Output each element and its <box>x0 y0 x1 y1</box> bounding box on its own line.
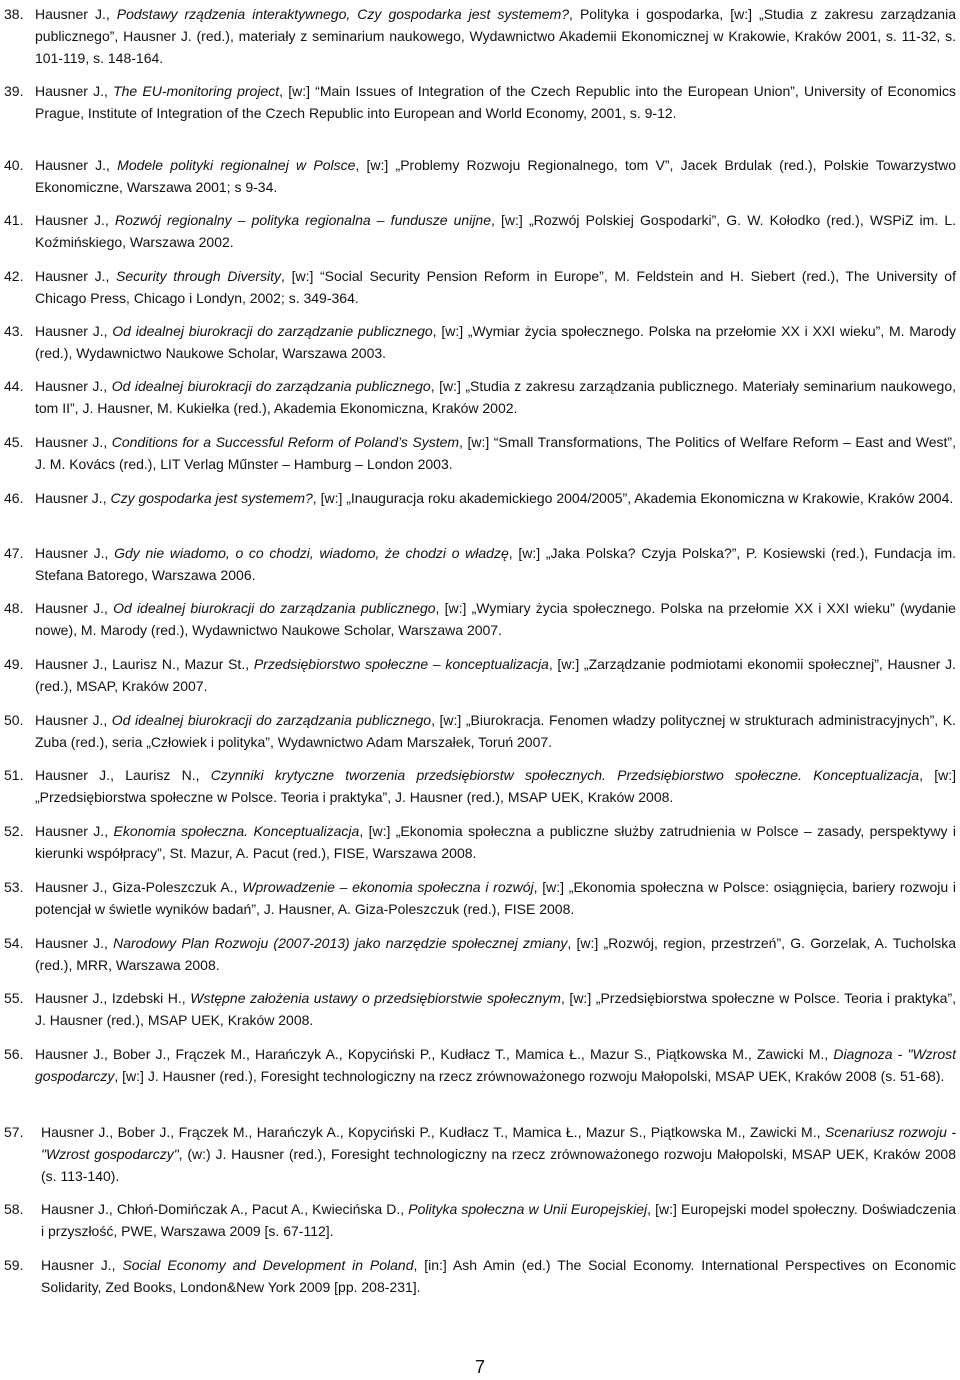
entry-segment: Hausner J., <box>35 83 114 99</box>
entry-segment: , (w:) J. Hausner (red.), Foresight technologiczny na rzecz zrównoważonego rozwoju Małopolski, MSAP UEK, Kraków 2008 (s. 113-140). <box>41 1146 956 1184</box>
entry-segment: Hausner J., Bober J., Frączek M., Harańczyk A., Kopyciński P., Kudłacz T., Mamica Ł., Mazur S., Piątkowska M., Zawicki M., <box>35 1046 834 1062</box>
entry-segment: Hausner J., <box>35 378 112 394</box>
entry-text <box>35 709 956 753</box>
entry-segment: , Polityka i gospodarka, [w:] „Studia z zakresu zarządzania publicznego”, Hausner J. (red.), materiały z seminarium naukowego, Wydawnictwo Akademii Ekonomicznej w Krakowie, Kraków 2001, s. 11-32, s. 101-119, s. 148-164. <box>35 6 956 66</box>
entry-title: Scenariusz rozwoju - "Wzrost gospodarczy" <box>41 1124 957 1162</box>
entry-text <box>35 653 956 697</box>
entry-segment: Hausner J., <box>35 157 118 173</box>
entry-number: 57. <box>4 1124 24 1140</box>
entry-segment: Hausner J., <box>41 1257 123 1273</box>
entry-text <box>35 265 956 309</box>
entry-number: 41. <box>4 212 24 228</box>
entry-segment: Hausner J., <box>35 712 112 728</box>
entry-segment: Hausner J., <box>35 268 116 284</box>
entry-segment: , [w:] J. Hausner (red.), Foresight technologiczny na rzecz zrównoważonego rozwoju Małopolski, MSAP UEK, Kraków 2008 (s. 51-68). <box>114 1068 945 1084</box>
entry-title: Czynniki krytyczne tworzenia przedsiębiorstw społecznych. Przedsiębiorstwo społeczne. Konceptualizacja <box>210 767 920 783</box>
entry-text <box>35 487 956 509</box>
entry-text <box>35 80 956 124</box>
entry-title: Rozwój regionalny – polityka regionalna – fundusze unijne <box>114 212 492 228</box>
entry-text <box>35 987 956 1031</box>
entry-segment: , [w:] „Ekonomia społeczna a publiczne służby zatrudnienia w Polsce – zasady, perspektywy i kierunki współpracy”, St. Mazur, A. Pacut (red.), FISE, Warszawa 2008. <box>35 823 956 861</box>
entry-number: 46. <box>4 490 24 506</box>
entry-title: Wstępne założenia ustawy o przedsiębiorstwie społecznym <box>190 990 561 1006</box>
entry-title: Diagnoza - "Wzrost gospodarczy <box>35 1046 956 1084</box>
entry-title: Podstawy rządzenia interaktywnego, Czy gospodarka jest systemem? <box>116 6 570 22</box>
entry-segment: , [w:] „Rozwój, region, przestrzeń”, G. Gorzelak, A. Tucholska (red.), MRR, Warszawa 2008. <box>35 935 956 973</box>
entry-text <box>41 1198 956 1242</box>
entry-segment: , [w:] „Rozwój Polskiej Gospodarki”, G. W. Kołodko (red.), WSPiZ im. L. Koźmińskiego, Warszawa 2002. <box>35 212 957 250</box>
entry-segment: Hausner J., <box>35 323 113 339</box>
entry-number: 49. <box>4 656 24 672</box>
entry-title: Security through Diversity <box>116 268 282 284</box>
entry-text <box>35 876 956 920</box>
entry-title: Od idealnej biurokracji do zarządzania publicznego <box>111 378 431 394</box>
entry-title: Od idealnej biurokracji do zarządzania publicznego <box>111 712 432 728</box>
entry-number: 56. <box>4 1046 24 1062</box>
entry-segment: Hausner J., <box>35 823 114 839</box>
entry-segment: , [w:] „Ekonomia społeczna w Polsce: osiągnięcia, bariery rozwoju i potencjał w świetle wyników badań”, J. Hausner, A. Giza-Poleszczuk (red.), FISE 2008. <box>35 879 956 917</box>
entry-segment: Hausner J., Izdebski H., <box>35 990 191 1006</box>
entry-title: Przedsiębiorstwo społeczne – konceptualizacja <box>253 656 549 672</box>
entry-title: Conditions for a Successful Reform of Poland’s System <box>111 434 460 450</box>
entry-text <box>35 431 956 475</box>
entry-segment: Hausner J., Bober J., Frączek M., Harańczyk A., Kopyciński P., Kudłacz T., Mamica Ł., Mazur S., Piątkowska M., Zawicki M., <box>41 1124 825 1140</box>
entry-title: Social Economy and Development in Poland <box>122 1257 414 1273</box>
entry-segment: , [w:] „Biurokracja. Fenomen władzy politycznej w strukturach administracyjnych”, K. Zuba (red.), seria „Człowiek i polityka”, Wydawnictwo Adam Marszałek, Toruń 2007. <box>35 712 956 750</box>
entry-number: 39. <box>4 83 24 99</box>
entry-title: Wprowadzenie – ekonomia społeczna i rozwój <box>242 879 534 895</box>
entry-segment: Hausner J., Laurisz N., Mazur St., <box>35 656 254 672</box>
entry-segment: , [w:] „Inauguracja roku akademickiego 2004/2005”, Akademia Ekonomiczna w Krakowie, Kraków 2004. <box>312 490 954 506</box>
entry-text <box>35 1043 956 1087</box>
entry-title: Polityka społeczna w Unii Europejskiej <box>408 1201 648 1217</box>
entry-segment: Hausner J., <box>35 600 114 616</box>
entry-segment: Hausner J., <box>35 545 115 561</box>
entry-title: Gdy nie wiadomo, o co chodzi, wiadomo, że chodzi o władzę <box>114 545 509 561</box>
entry-segment: , [w:] “Main Issues of Integration of the Czech Republic into the European Union”, University of Economics Prague, Institute of Integration of the Czech Republic into European and World Economy, 2001, s. 9-12. <box>35 83 956 121</box>
entry-segment: , [w:] Europejski model społeczny. Doświadczenia i przyszłość, PWE, Warszawa 2009 [s. 67-112]. <box>41 1201 957 1239</box>
entry-text <box>35 597 956 641</box>
entry-number: 47. <box>4 545 24 561</box>
entry-segment: , [w:] “Small Transformations, The Politics of Welfare Reform – East and West”, J. M. Kovács (red.), LIT Verlag Műnster – Hamburg – London 2003. <box>35 434 956 472</box>
entry-title: Narodowy Plan Rozwoju (2007-2013) jako narzędzie społecznej zmiany <box>113 935 568 951</box>
entry-segment: , [w:] „Problemy Rozwoju Regionalnego, tom V”, Jacek Brdulak (red.), Polskie Towarzystwo Ekonomiczne, Warszawa 2001; s 9-34. <box>35 157 956 195</box>
entry-segment: Hausner J., Laurisz N., <box>35 767 211 783</box>
entry-segment: Hausner J., <box>35 490 111 506</box>
entry-number: 58. <box>4 1201 24 1217</box>
entry-text <box>35 542 956 586</box>
entry-text <box>35 209 956 253</box>
entry-segment: Hausner J., <box>35 434 112 450</box>
entry-text <box>35 375 956 419</box>
entry-text <box>41 1254 956 1298</box>
entry-text <box>35 320 956 364</box>
entry-text <box>35 154 956 198</box>
entry-title: Czy gospodarka jest systemem? <box>110 490 313 506</box>
entry-title: The EU-monitoring project <box>113 83 280 99</box>
entry-number: 59. <box>4 1257 24 1273</box>
entry-number: 40. <box>4 157 24 173</box>
entry-text <box>35 932 956 976</box>
entry-segment: , [in:] Ash Amin (ed.) The Social Economy. International Perspectives on Economic Solidarity, Zed Books, London&New York 2009 [pp. 208-231]. <box>41 1257 956 1295</box>
entry-segment: , [w:] “Social Security Pension Reform in Europe”, M. Feldstein and H. Siebert (red.), The University of Chicago Press, Chicago i Londyn, 2002; s. 349-364. <box>35 268 956 306</box>
entry-number: 54. <box>4 935 24 951</box>
entry-number: 55. <box>4 990 24 1006</box>
entry-segment: , [w:] „Wymiar życia społecznego. Polska na przełomie XX i XXI wieku”, M. Marody (red.), Wydawnictwo Naukowe Scholar, Warszawa 2003. <box>35 323 956 361</box>
entry-number: 45. <box>4 434 24 450</box>
entry-number: 43. <box>4 323 24 339</box>
entry-title: Od idealnej biurokracji do zarządzania publicznego <box>113 600 436 616</box>
entry-text <box>35 3 956 69</box>
entry-segment: , [w:] „Jaka Polska? Czyja Polska?”, P. Kosiewski (red.), Fundacja im. Stefana Batorego, Warszawa 2006. <box>35 545 957 583</box>
entry-segment: Hausner J., Giza-Poleszczuk A., <box>35 879 243 895</box>
entry-title: Modele polityki regionalnej w Polsce <box>117 157 356 173</box>
entry-text <box>35 764 956 808</box>
entry-title: Ekonomia społeczna. Konceptualizacja <box>113 823 360 839</box>
entry-number: 42. <box>4 268 24 284</box>
entry-title: Od idealnej biurokracji do zarządzanie publicznego <box>112 323 433 339</box>
entry-segment: Hausner J., <box>35 935 114 951</box>
entry-segment: Hausner J., Chłoń-Domińczak A., Pacut A., Kwiecińska D., <box>41 1201 409 1217</box>
entry-number: 38. <box>4 6 24 22</box>
entry-segment: , [w:] „Zarządzanie podmiotami ekonomii społecznej”, Hausner J. (red.), MSAP, Kraków 2007. <box>35 656 956 694</box>
entry-segment: , [w:] „Przedsiębiorstwa społeczne w Polsce. Teoria i praktyka”, J. Hausner (red.), MSAP UEK, Kraków 2008. <box>35 990 957 1028</box>
entry-number: 51. <box>4 767 24 783</box>
entry-number: 52. <box>4 823 24 839</box>
entry-text <box>35 820 956 864</box>
entry-segment: Hausner J., <box>35 212 115 228</box>
entry-segment: , [w:] „Wymiary życia społecznego. Polska na przełomie XX i XXI wieku” (wydanie nowe), M. Marody (red.), Wydawnictwo Naukowe Scholar, Warszawa 2007. <box>35 600 956 638</box>
entry-segment: Hausner J., <box>35 6 117 22</box>
entry-number: 53. <box>4 879 24 895</box>
entry-number: 50. <box>4 712 24 728</box>
page-number: 7 <box>474 1357 485 1377</box>
entry-segment: , [w:] „Studia z zakresu zarządzania publicznego. Materiały seminarium naukowego, tom II”, J. Hausner, M. Kukiełka (red.), Akademia Ekonomiczna, Kraków 2002. <box>35 378 956 416</box>
entry-number: 48. <box>4 600 24 616</box>
entry-number: 44. <box>4 378 24 394</box>
entry-text <box>41 1121 956 1187</box>
entry-segment: , [w:] „Przedsiębiorstwa społeczne w Polsce. Teoria i praktyka”, J. Hausner (red.), MSAP UEK, Kraków 2008. <box>35 767 956 805</box>
